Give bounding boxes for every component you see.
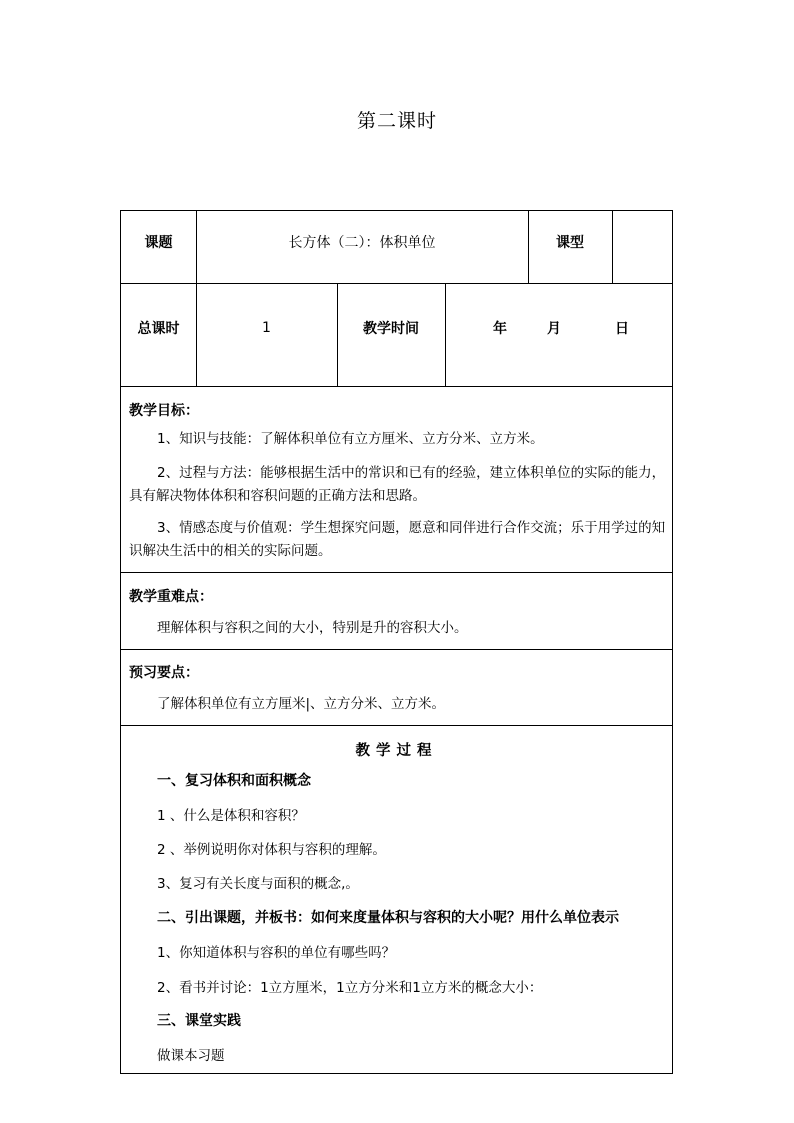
preview-title: 预习要点： [129, 665, 199, 681]
process-title: 教学过程 [355, 743, 438, 759]
time-day: 日 [615, 321, 629, 337]
time-month: 月 [547, 321, 561, 337]
row-divider [121, 649, 672, 650]
key-points-title: 教学重难点： [129, 589, 213, 605]
total-hours-label: 总课时 [137, 321, 180, 337]
total-hours-value: 1 [262, 320, 271, 336]
page-title: 第二课时 [356, 110, 437, 132]
key-points-text: 理解体积与容积之间的大小，特别是升的容积大小。 [157, 620, 468, 636]
topic-value: 长方体（二）：体积单位 [288, 235, 436, 251]
process-line: 做课本习题 [157, 1048, 225, 1064]
type-label: 课型 [556, 235, 584, 251]
process-line: 2 、举例说明你对体积与容积的理解。 [157, 842, 386, 858]
lesson-plan-table [120, 210, 673, 1074]
process-line: 1 、什么是体积和容积？ [157, 808, 305, 824]
col-divider [445, 283, 446, 386]
process-line: 2、看书并讨论：1立方厘米，1立方分米和1立方米的概念大小： [157, 980, 543, 996]
row-divider [121, 386, 672, 387]
process-line: 二、引出课题，并板书：如何来度量体积与容积的大小呢？用什么单位表示 [157, 910, 619, 926]
objective-item: 2、过程与方法：能够根据生活中的常识和已有的经验，建立体积单位的实际的能力，具有解决物体体积和容积问题的正确方法和思路。 [129, 465, 666, 504]
objective-item: 3、情感态度与价值观：学生想探究问题，愿意和同伴进行合作交流；乐于用学过的知识解决生活中的相关的实际问题。 [129, 520, 666, 559]
process-line: 1、你知道体积与容积的单位有哪些吗？ [157, 945, 396, 961]
row-divider [121, 725, 672, 726]
row-divider [121, 572, 672, 573]
teaching-time-label: 教学时间 [363, 321, 419, 337]
process-line: 一、复习体积和面积概念 [157, 773, 311, 789]
preview-text: 了解体积单位有立方厘米|、立方分米、立方米。 [157, 696, 446, 712]
topic-label: 课题 [144, 235, 173, 251]
objectives-title: 教学目标： [129, 403, 199, 419]
time-year: 年 [493, 321, 507, 337]
objective-item: 1、知识与技能：了解体积单位有立方厘米、立方分米、立方米。 [157, 431, 544, 447]
process-line: 三、课堂实践 [157, 1013, 241, 1029]
type-value [612, 211, 674, 273]
process-line: 3、复习有关长度与面积的概念,。 [157, 876, 359, 892]
